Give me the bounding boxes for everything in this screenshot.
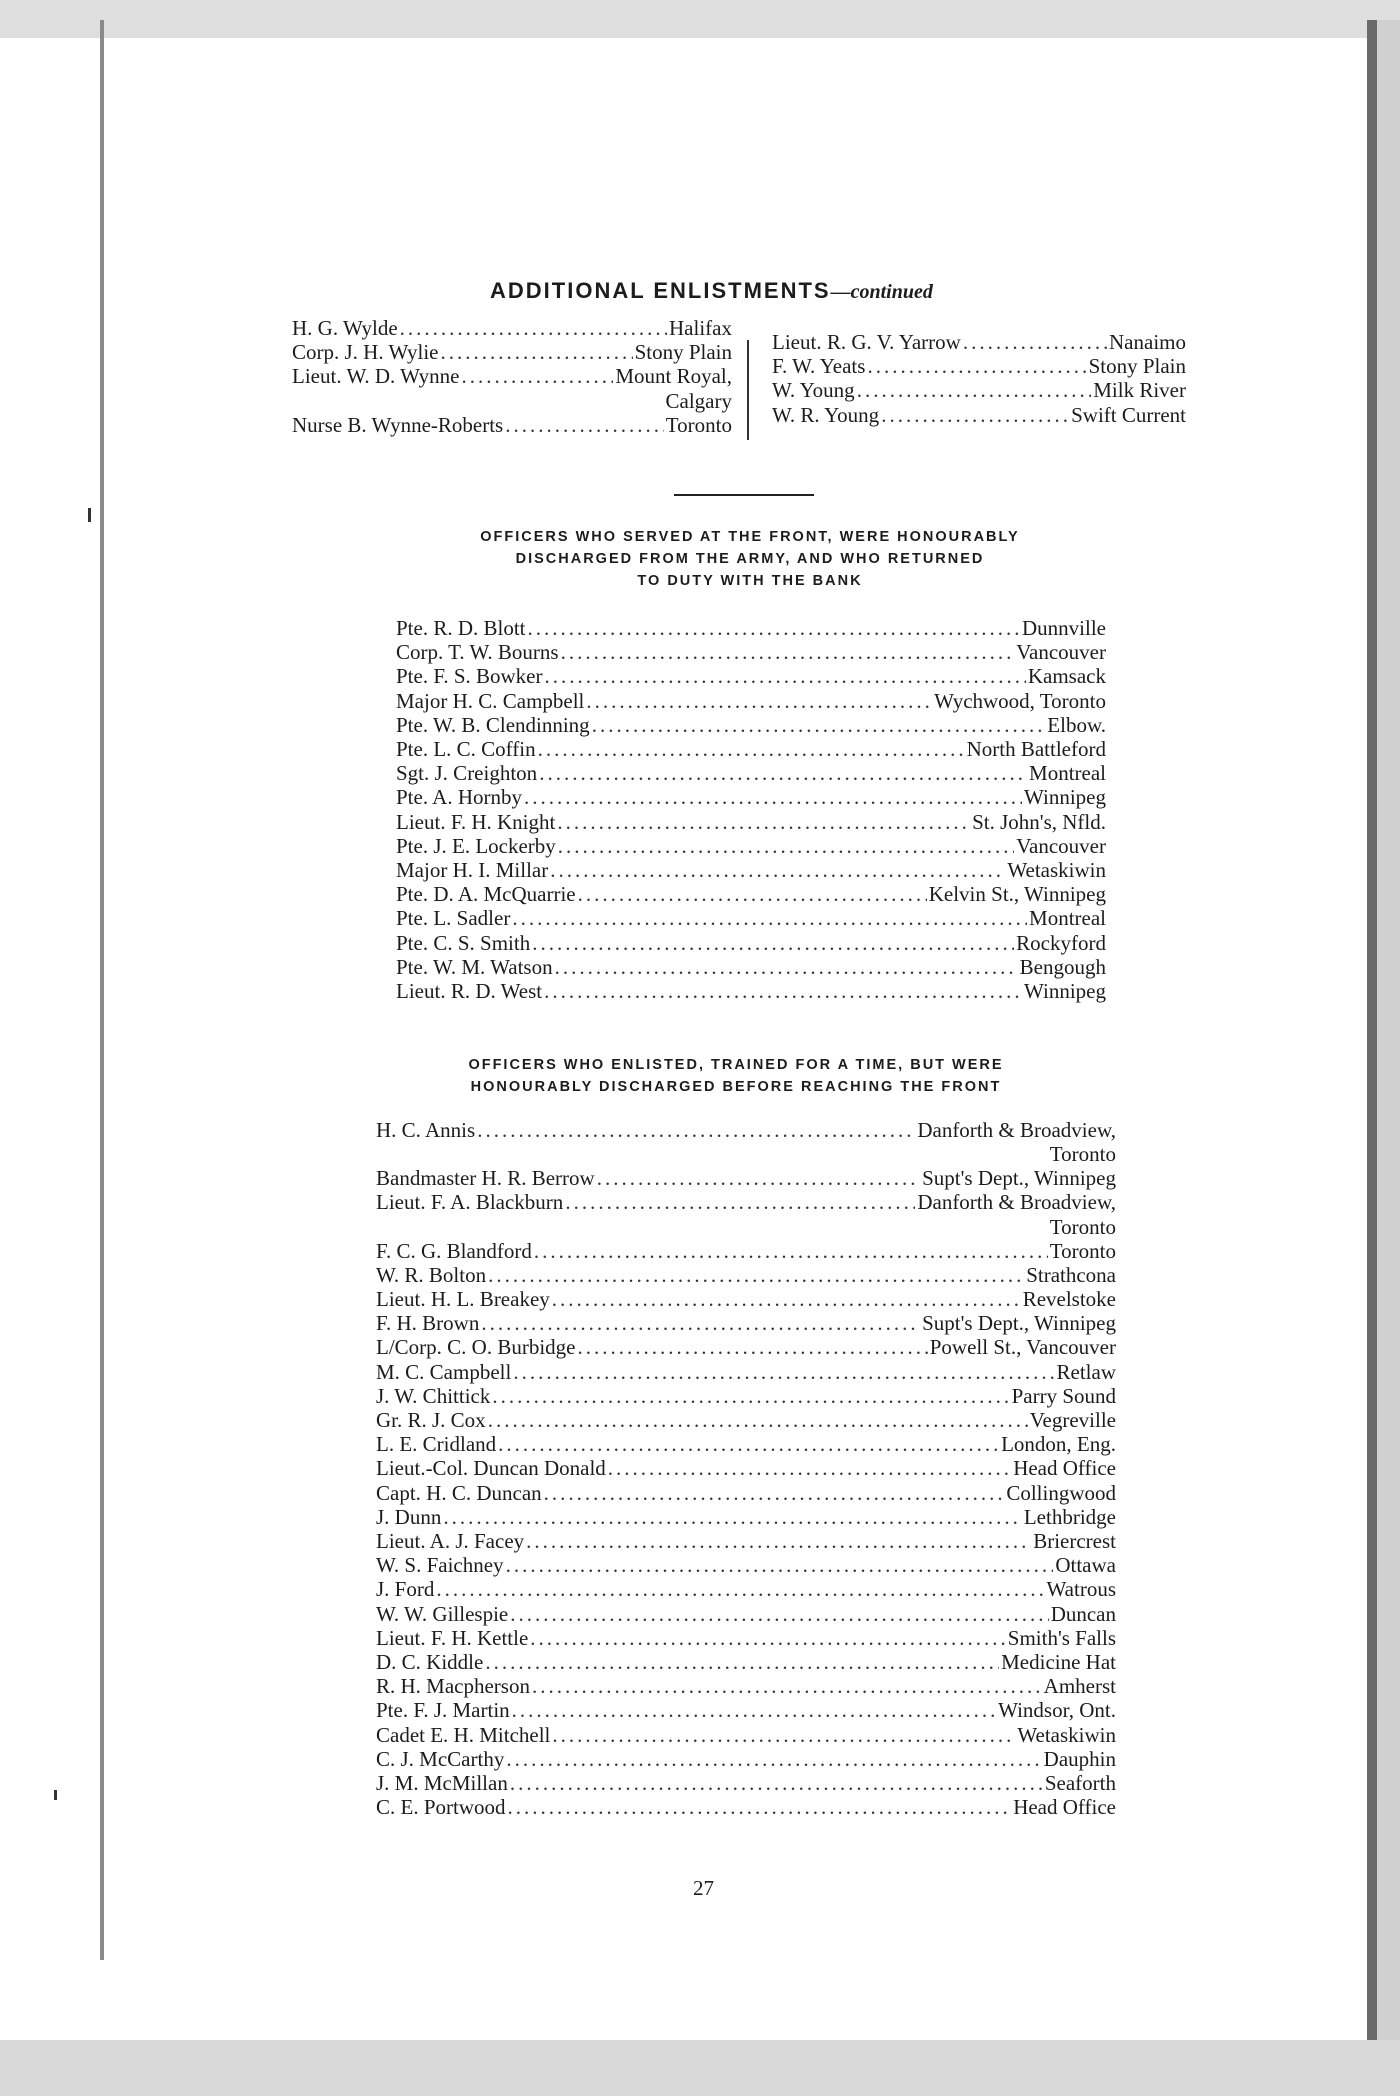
list-item	[396, 834, 1106, 858]
list-item	[376, 1263, 1116, 1287]
leader-dots	[492, 1384, 1009, 1408]
entry-name: L/Corp. C. O. Burbidge	[376, 1335, 576, 1360]
list-item	[376, 1287, 1116, 1311]
list-item	[376, 1190, 1116, 1214]
leader-dots	[881, 403, 1069, 427]
entry-place: Wetaskiwin	[1007, 858, 1106, 883]
section1-list	[396, 616, 1106, 1003]
leader-dots	[506, 1553, 1054, 1577]
list-item	[396, 882, 1106, 906]
list-item	[396, 664, 1106, 688]
leader-dots	[586, 689, 932, 713]
entry-name: W. S. Faichney	[376, 1553, 504, 1578]
entry-place: Head Office	[1013, 1795, 1116, 1820]
list-item	[376, 1577, 1116, 1601]
entry-name: Lieut. F. H. Knight	[396, 809, 556, 834]
entry-name: Pte. F. S. Bowker	[396, 664, 543, 689]
entry-place: Retlaw	[1056, 1359, 1116, 1384]
list-item	[396, 737, 1106, 761]
leader-dots	[608, 1456, 1011, 1480]
entry-place: Revelstoke	[1022, 1287, 1116, 1312]
entry-place: Montreal	[1029, 761, 1106, 786]
section-rule	[674, 494, 814, 496]
list-item	[292, 340, 732, 364]
entry-place: Strathcona	[1026, 1262, 1116, 1287]
leader-dots	[552, 1723, 1015, 1747]
leader-dots	[488, 1263, 1024, 1287]
leader-dots	[544, 1481, 1005, 1505]
page-number: 27	[693, 1876, 714, 1900]
leader-dots	[506, 1747, 1041, 1771]
entry-place: Medicine Hat	[1001, 1650, 1116, 1675]
entry-place: Kelvin St., Winnipeg	[928, 882, 1106, 907]
list-item	[376, 1311, 1116, 1335]
leader-dots	[534, 1239, 1048, 1263]
entry-name: Lieut. R. G. V. Yarrow	[772, 330, 961, 354]
entry-place: Winnipeg	[1024, 979, 1106, 1004]
page-title-main: ADDITIONAL ENLISTMENTS	[490, 278, 831, 303]
list-item	[376, 1674, 1116, 1698]
section-heading-line: OFFICERS WHO ENLISTED, TRAINED FOR A TIME, BUT WERE	[468, 1057, 1004, 1073]
entry-name: D. C. Kiddle	[376, 1650, 484, 1675]
entry-name: C. J. McCarthy	[376, 1746, 505, 1771]
page-title-suffix: —continued	[830, 281, 933, 303]
leader-dots	[592, 713, 1046, 737]
leader-dots	[538, 737, 965, 761]
entry-place: North Battleford	[966, 737, 1106, 762]
list-item	[376, 1166, 1116, 1190]
leader-dots	[526, 1529, 1031, 1553]
list-item	[376, 1795, 1116, 1819]
section-heading-line: OFFICERS WHO SERVED AT THE FRONT, WERE HONOURABLY	[480, 529, 1020, 545]
list-item	[376, 1602, 1116, 1626]
entry-name: Lieut. F. H. Kettle	[376, 1625, 529, 1650]
margin-mark	[54, 1790, 57, 1800]
entry-place: Supt's Dept., Winnipeg	[922, 1166, 1116, 1191]
list-item	[376, 1650, 1116, 1674]
entry-name: R. H. Macpherson	[376, 1674, 530, 1699]
list-item	[396, 640, 1106, 664]
entry-place: Watrous	[1046, 1577, 1116, 1602]
page-title	[490, 278, 933, 304]
entry-place: Vegreville	[1029, 1408, 1116, 1433]
leader-dots	[532, 931, 1014, 955]
entry-place: Mount Royal,	[615, 364, 732, 389]
entry-place: Collingwood	[1006, 1480, 1116, 1505]
entry-place: Dauphin	[1043, 1746, 1116, 1771]
margin-mark	[88, 508, 91, 522]
leader-dots	[558, 834, 1014, 858]
entry-place: Vancouver	[1016, 833, 1106, 858]
list-item	[396, 713, 1106, 737]
entry-place: Nanaimo	[1109, 330, 1186, 354]
entry-place: Seaforth	[1044, 1771, 1116, 1796]
entry-place: Vancouver	[1016, 640, 1106, 665]
entry-place: Parry Sound	[1011, 1383, 1116, 1408]
leader-dots	[528, 616, 1020, 640]
entry-place: Danforth & Broadview,	[917, 1118, 1116, 1142]
leader-dots	[545, 664, 1026, 688]
entry-place: Montreal	[1029, 906, 1106, 931]
leader-dots	[857, 378, 1092, 402]
entry-name: Pte. R. D. Blott	[396, 616, 526, 640]
leader-dots	[524, 785, 1022, 809]
entry-place: Head Office	[1013, 1456, 1116, 1481]
additional-enlistments-left	[292, 316, 732, 437]
entry-name: W. R. Young	[772, 402, 880, 427]
list-item	[376, 1481, 1116, 1505]
entry-place: Stony Plain	[634, 340, 732, 365]
list-item	[396, 810, 1106, 834]
section-heading-line: TO DUTY WITH THE BANK	[637, 573, 863, 589]
list-item	[376, 1698, 1116, 1722]
entry-name: J. Ford	[376, 1577, 435, 1602]
entry-name: Major H. C. Campbell	[396, 688, 585, 713]
list-item	[292, 316, 732, 340]
entry-name: Corp. T. W. Bourns	[396, 640, 559, 665]
list-item	[376, 1529, 1116, 1553]
entry-name: Pte. L. C. Coffin	[396, 737, 536, 762]
leader-dots	[578, 882, 927, 906]
entry-place: Swift Current	[1071, 402, 1186, 427]
leader-dots	[513, 1360, 1054, 1384]
section-heading-line: HONOURABLY DISCHARGED BEFORE REACHING THE FRONT	[470, 1079, 1002, 1095]
list-item	[376, 1408, 1116, 1432]
entry-name: J. Dunn	[376, 1504, 442, 1529]
list-item	[396, 616, 1106, 640]
entry-name: Pte. J. E. Lockerby	[396, 833, 556, 858]
scan-right-border	[1377, 20, 1400, 2096]
list-item	[376, 1432, 1116, 1456]
entry-name: W. R. Bolton	[376, 1262, 487, 1287]
scan-bottom-border	[0, 2040, 1400, 2096]
leader-dots	[530, 1626, 1005, 1650]
entry-place: Rockyford	[1016, 930, 1106, 955]
entry-place: Toronto	[665, 412, 732, 437]
entry-place: Kamsack	[1027, 664, 1106, 689]
entry-name: Lieut. R. D. West	[396, 979, 543, 1004]
entry-place: Toronto	[1049, 1238, 1116, 1263]
list-item	[396, 761, 1106, 785]
list-item	[396, 858, 1106, 882]
entry-name: F. C. G. Blandford	[376, 1238, 532, 1263]
list-item	[376, 1626, 1116, 1650]
entry-name: J. W. Chittick	[376, 1383, 491, 1408]
leader-dots	[462, 364, 614, 388]
scan-top-border	[0, 0, 1400, 38]
entry-name: Gr. R. J. Cox	[376, 1408, 486, 1433]
leader-dots	[508, 1795, 1012, 1819]
list-item	[772, 403, 1186, 427]
list-item	[396, 979, 1106, 1003]
entry-place: London, Eng.	[1001, 1432, 1116, 1457]
leader-dots	[505, 413, 664, 437]
leader-dots	[477, 1118, 915, 1142]
entry-place: Stony Plain	[1088, 354, 1186, 379]
entry-place-continued: Calgary	[665, 388, 732, 413]
entry-name: F. H. Brown	[376, 1311, 480, 1336]
entry-name: Pte. C. S. Smith	[396, 930, 531, 955]
entry-name: Pte. W. M. Watson	[396, 954, 553, 979]
leader-dots	[557, 810, 970, 834]
entry-name: H. C. Annis	[376, 1118, 476, 1142]
entry-name: Lieut. F. A. Blackburn	[376, 1190, 564, 1215]
list-item	[772, 378, 1186, 402]
entry-place: Powell St., Vancouver	[929, 1335, 1116, 1360]
entry-place: Elbow.	[1047, 712, 1106, 737]
entry-place: Smith's Falls	[1007, 1625, 1116, 1650]
entry-name: Lieut.-Col. Duncan Donald	[376, 1456, 606, 1481]
list-item	[376, 1771, 1116, 1795]
entry-name: Sgt. J. Creighton	[396, 761, 538, 786]
list-item	[292, 364, 732, 388]
entry-name: Pte. D. A. McQuarrie	[396, 882, 576, 907]
entry-place: Windsor, Ont.	[998, 1698, 1116, 1723]
leader-dots	[512, 1698, 996, 1722]
column-divider	[747, 340, 749, 440]
entry-name: Pte. F. J. Martin	[376, 1698, 510, 1723]
entry-name: C. E. Portwood	[376, 1795, 506, 1820]
leader-dots	[498, 1432, 999, 1456]
leader-dots	[512, 906, 1027, 930]
leader-dots	[552, 1287, 1021, 1311]
entry-place: Winnipeg	[1024, 785, 1106, 810]
list-item	[376, 1384, 1116, 1408]
entry-name: Lieut. H. L. Breakey	[376, 1287, 550, 1312]
list-item	[376, 1553, 1116, 1577]
leader-dots	[565, 1190, 915, 1214]
entry-name: Pte. A. Hornby	[396, 785, 522, 810]
entry-name: Lieut. W. D. Wynne	[292, 364, 460, 389]
leader-dots	[510, 1771, 1043, 1795]
entry-place: Wetaskiwin	[1017, 1722, 1116, 1747]
entry-place: Dunnville	[1022, 616, 1106, 640]
leader-dots	[441, 340, 633, 364]
entry-name: Capt. H. C. Duncan	[376, 1480, 542, 1505]
leader-dots	[481, 1311, 920, 1335]
entry-place-continued: Toronto	[1049, 1214, 1116, 1239]
list-item	[376, 1747, 1116, 1771]
entry-name: Corp. J. H. Wylie	[292, 340, 439, 365]
entry-place: Amherst	[1043, 1674, 1116, 1699]
entry-name: Nurse B. Wynne-Roberts	[292, 412, 504, 437]
leader-dots	[532, 1674, 1042, 1698]
list-item	[396, 931, 1106, 955]
entry-name: J. M. McMillan	[376, 1771, 508, 1796]
entry-name: F. W. Yeats	[772, 354, 866, 379]
list-item	[376, 1335, 1116, 1359]
entry-place: Bengough	[1019, 954, 1106, 979]
page-left-edge	[100, 20, 104, 1960]
section2-heading	[376, 1054, 1096, 1098]
entry-place: Lethbridge	[1023, 1504, 1116, 1529]
entry-place-continued: Toronto	[1049, 1142, 1116, 1167]
list-item	[396, 785, 1106, 809]
leader-dots	[561, 640, 1015, 664]
leader-dots	[436, 1577, 1044, 1601]
list-item	[376, 1723, 1116, 1747]
entry-place: Wychwood, Toronto	[934, 688, 1106, 713]
leader-dots	[555, 955, 1018, 979]
entry-place: Duncan	[1050, 1601, 1116, 1626]
entry-place: Ottawa	[1055, 1553, 1116, 1578]
page-right-edge	[1367, 20, 1377, 2096]
entry-place: Halifax	[669, 316, 732, 340]
additional-enlistments-right	[772, 330, 1186, 427]
entry-place: Milk River	[1093, 378, 1186, 403]
entry-name: H. G. Wylde	[292, 316, 398, 340]
entry-name: Pte. L. Sadler	[396, 906, 511, 931]
leader-dots	[485, 1650, 999, 1674]
list-item	[396, 906, 1106, 930]
section2-list	[376, 1118, 1116, 1819]
list-item	[396, 689, 1106, 713]
entry-name: L. E. Cridland	[376, 1432, 497, 1457]
list-item	[376, 1505, 1116, 1529]
leader-dots	[578, 1335, 928, 1359]
entry-name: Major H. I. Millar	[396, 858, 549, 883]
entry-place: Danforth & Broadview,	[917, 1190, 1116, 1215]
list-item	[376, 1239, 1116, 1263]
leader-dots	[544, 979, 1022, 1003]
entry-place: St. John's, Nfld.	[972, 809, 1106, 834]
entry-place: Supt's Dept., Winnipeg	[922, 1311, 1116, 1336]
entry-name: Pte. W. B. Clendinning	[396, 712, 590, 737]
entry-place: Briercrest	[1033, 1529, 1116, 1554]
entry-name: W. W. Gillespie	[376, 1601, 509, 1626]
leader-dots	[597, 1166, 920, 1190]
entry-name: Cadet E. H. Mitchell	[376, 1722, 551, 1747]
entry-name: W. Young	[772, 378, 855, 403]
leader-dots	[488, 1408, 1028, 1432]
list-item	[376, 1456, 1116, 1480]
entry-name: M. C. Campbell	[376, 1359, 512, 1384]
section-heading-line: DISCHARGED FROM THE ARMY, AND WHO RETURNED	[515, 551, 985, 567]
leader-dots	[539, 761, 1027, 785]
entry-name: Lieut. A. J. Facey	[376, 1529, 525, 1554]
section1-heading	[390, 526, 1110, 592]
list-item	[376, 1360, 1116, 1384]
leader-dots	[550, 858, 1005, 882]
leader-dots	[510, 1602, 1048, 1626]
list-item	[292, 413, 732, 437]
leader-dots	[400, 316, 667, 340]
list-item	[772, 354, 1186, 378]
leader-dots	[963, 330, 1107, 354]
leader-dots	[867, 354, 1086, 378]
list-item	[772, 330, 1186, 354]
entry-name: Bandmaster H. R. Berrow	[376, 1166, 595, 1191]
list-item	[396, 955, 1106, 979]
list-item	[376, 1118, 1116, 1142]
leader-dots	[443, 1505, 1022, 1529]
